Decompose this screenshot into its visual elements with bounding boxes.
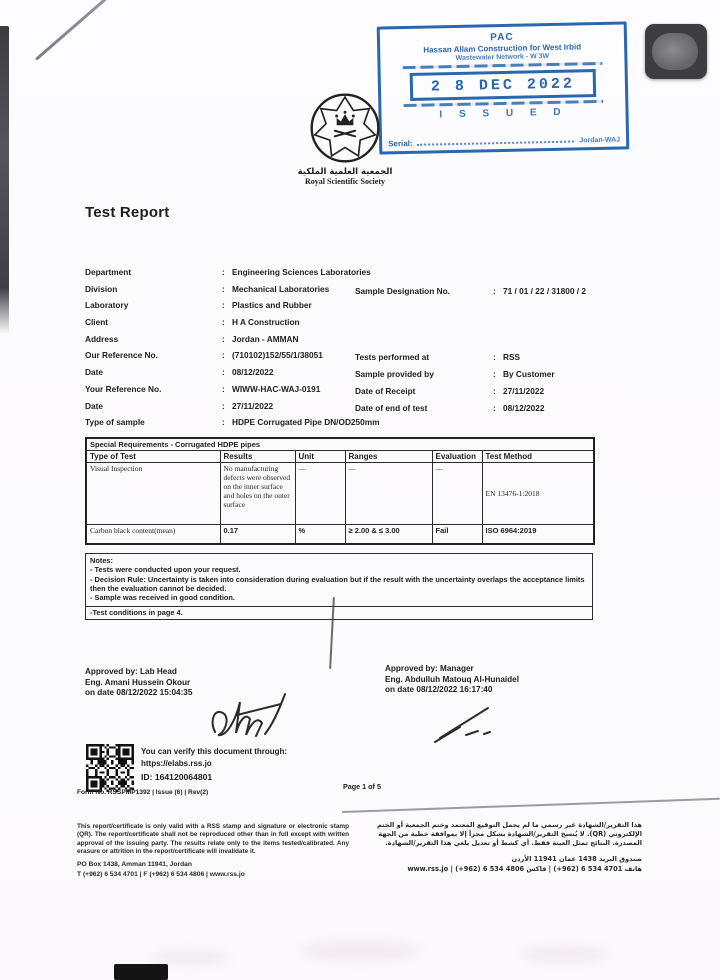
field-value: WIWW-HAC-WAJ-0191 (232, 383, 321, 394)
cell-test-method: ISO 6964:2019 (482, 525, 594, 545)
table-row (86, 463, 594, 525)
stamp-date: 2 8 DEC 2022 (410, 69, 597, 101)
scan-ghosting (300, 940, 420, 962)
field-value: Mechanical Laboratories (232, 283, 330, 294)
field-label: Sample Designation No. (355, 286, 450, 296)
note-line: - Tests were conducted upon your request. (90, 565, 241, 575)
info-row: Address : Jordan - AMMAN (85, 333, 299, 344)
cell-evaluation: — (432, 463, 482, 525)
field-label: Our Reference No. (85, 350, 158, 361)
verify-line: You can verify this document through: (141, 747, 288, 756)
info-row: Laboratory : Plastics and Rubber (85, 300, 312, 311)
lab-head-signature (205, 688, 290, 746)
field-label: Division (85, 283, 118, 294)
approval-role: Approved by: Manager (385, 664, 474, 673)
report-info-left (85, 267, 395, 434)
field-value: H A Construction (232, 317, 300, 328)
col-header: Ranges (345, 451, 432, 463)
field-label: Laboratory (85, 300, 129, 311)
footer-divider (342, 798, 720, 813)
stamp-rule (403, 100, 603, 107)
table-header-row (86, 451, 594, 463)
verify-url: https://elabs.rss.jo (141, 758, 212, 768)
notes-heading: Notes: (90, 556, 113, 565)
cell-unit: — (295, 463, 345, 525)
field-label: Date (85, 400, 103, 411)
field-value: 71 / 01 / 22 / 31800 / 2 (503, 286, 587, 296)
col-header: Results (220, 451, 295, 463)
contact-line: T (+962) 6 534 4701 | F (+962) 6 534 4806 | www.rss.jo (77, 871, 245, 879)
notes-footer-line: -Test conditions in page 4. (86, 606, 592, 619)
field-value: 08/12/2022 (503, 403, 545, 413)
results-table (85, 437, 595, 545)
field-label: Your Reference No. (85, 383, 162, 394)
manager-signature (432, 698, 512, 744)
info-row: Your Reference No. : WIWW-HAC-WAJ-0191 (85, 383, 321, 394)
info-row: Date of Receipt : 27/11/2022 (355, 386, 545, 396)
info-row: Date : 27/11/2022 (85, 400, 274, 411)
cell-evaluation: Fail (432, 525, 482, 545)
approval-lab-head (85, 667, 192, 699)
note-line: - Sample was received in good condition. (90, 593, 235, 603)
stamp-company: Hassan Allam Construction for West Irbid (423, 42, 582, 55)
verify-id: ID: 164120064801 (141, 772, 213, 783)
stamp-serial-row (388, 135, 620, 149)
field-value: Plastics and Rubber (232, 300, 312, 311)
stamp-project: Wastewater Network - W 3W (455, 53, 550, 62)
field-value: 08/12/2022 (232, 367, 274, 378)
approval-stamp (377, 21, 630, 154)
rss-logo (288, 91, 402, 186)
form-number-line: Form No. RSSPMP1392 | Issue (6) | Rev(2) (77, 789, 209, 796)
cell-ranges: ≥ 2.00 & ≤ 3.00 (345, 525, 432, 545)
field-label: Date of end of test (355, 403, 428, 413)
field-label: Tests performed at (355, 352, 430, 362)
footer-english (77, 823, 349, 880)
logo-english-name: Royal Scientific Society (305, 177, 385, 186)
stamp-serial-line (418, 141, 575, 146)
stamp-serial-value: Jordan-WAJ (579, 136, 621, 145)
field-label: Date (85, 367, 103, 378)
approval-name: Eng. Abdulluh Matouq Al-Hunaidel (385, 674, 520, 684)
crossed-scepters-icon (335, 131, 355, 137)
approval-name: Eng. Amani Hussein Okour (85, 677, 191, 687)
verification-block (141, 746, 287, 784)
stamp-rule (402, 62, 602, 69)
col-header: Unit (295, 451, 345, 463)
footer-arabic (352, 821, 642, 873)
field-value: RSS (503, 352, 521, 362)
field-value: (710102)152/55/1/38051 (232, 350, 323, 361)
info-row: Tests performed at : RSS (355, 352, 521, 362)
cell-ranges: — (345, 463, 432, 525)
info-row: Division : Mechanical Laboratories (85, 283, 330, 294)
cell-unit: % (295, 525, 345, 545)
scan-ghosting (520, 945, 610, 963)
cell-type-of-test: Visual Inspection (86, 463, 220, 525)
address-line: PO Box 1438, Amman 11941, Jordan (77, 861, 192, 869)
col-header: Evaluation (432, 451, 482, 463)
field-label: Department (85, 267, 132, 277)
field-label: Type of sample (85, 417, 145, 428)
field-label: Sample provided by (355, 369, 434, 379)
binder-clip (645, 24, 707, 79)
info-row: Date : 08/12/2022 (85, 367, 274, 378)
approval-date: on date 08/12/2022 16:17:40 (385, 685, 493, 694)
info-row: Client : H A Construction (85, 317, 300, 328)
disclaimer-english: This report/certificate is only valid with a RSS stamp and signature or electronic stamp (QR). The report/certificate shall not be reproduced other than in full except with written approval of the issuing party. The results relate only to the items tested/calibrated. Any erasure or attrition in the report/certificate will invalidate it. (77, 823, 349, 855)
field-value: HDPE Corrugated Pipe DN/OD250mm (232, 417, 380, 428)
info-row: Sample provided by : By Customer (355, 369, 555, 379)
rss-emblem-icon (308, 91, 382, 165)
col-header: Test Method (482, 451, 594, 463)
info-row: Sample Designation No. : 71 / 01 / 22 / 31800 / 2 (355, 286, 587, 296)
qr-code (86, 744, 134, 792)
approval-role: Approved by: Lab Head (85, 667, 177, 676)
page-title: Test Report (85, 204, 170, 221)
stamp-serial-label: Serial: (388, 138, 413, 149)
address-line-arabic: صندوق البريد 1438 عمان 11941 الأردن (511, 854, 642, 863)
field-value: Engineering Sciences Laboratories (232, 267, 371, 277)
info-row: Our Reference No. : (710102)152/55/1/38051 (85, 350, 323, 361)
stamp-status: I S S U E D (439, 106, 568, 121)
page-corner-edge (35, 0, 158, 61)
table-row (86, 525, 594, 545)
field-label: Date of Receipt (355, 386, 416, 396)
report-info-right-top (355, 286, 665, 303)
info-row: Department : Engineering Sciences Laboratories (85, 267, 371, 277)
field-value: 27/11/2022 (232, 400, 274, 411)
notes-box (85, 553, 593, 620)
cell-test-method: EN 13476-1:2018 (482, 463, 594, 525)
col-header: Type of Test (86, 451, 220, 463)
field-value: 27/11/2022 (503, 386, 545, 396)
approval-date: on date 08/12/2022 15:04:35 (85, 688, 193, 697)
field-label: Address (85, 333, 119, 344)
note-line: - Decision Rule: Uncertainty is taken into consideration during evaluation but if the result with the uncertainty overlaps the acceptance limits then the evaluation cannot be decided. (90, 574, 585, 593)
cell-results: No manufacturing defects were observed on the inner surface and holes on the outer surface (220, 463, 295, 525)
scan-bottom-mark (114, 964, 168, 980)
field-value: By Customer (503, 369, 555, 379)
info-row: Date of end of test : 08/12/2022 (355, 403, 545, 413)
binder-clip-highlight (652, 33, 698, 70)
crown-icon (335, 111, 355, 125)
table-section-title: Special Requirements - Corrugated HDPE pipes (86, 438, 594, 451)
disclaimer-arabic: هذا التقرير/الشهادة غير رسمي ما لم يحمل التوقيع المعتمد وختم الجمعية أو الختم الإلكتروني (QR). لا يُنسخ التقرير/الشهادة بشكل مجزأ إلا بموافقة خطية من الجهة المصدرة. النتائج تمثل العينة فقط. أي كشط أو تعديل يلغي هذا التقرير/الشهادة. (376, 821, 642, 847)
scan-edge-shadow (0, 26, 9, 334)
info-row: Type of sample : HDPE Corrugated Pipe DN/OD250mm (85, 417, 380, 428)
field-label: Client (85, 317, 109, 328)
report-info-right (355, 352, 665, 420)
cell-results: 0.17 (220, 525, 295, 545)
stamp-org: PAC (490, 31, 514, 44)
logo-arabic-name: الجمعية العلمية الملكية (297, 167, 393, 177)
approval-manager (385, 664, 519, 696)
cell-type-of-test: Carbon black content(mean) (86, 525, 220, 545)
field-value: Jordan - AMMAN (232, 333, 299, 344)
contact-line-arabic: هاتف 4701 534 6 (962+) | فاكس 4806 534 6 (962+) | www.rss.jo (407, 864, 642, 873)
page-indicator: Page 1 of 5 (343, 782, 381, 791)
